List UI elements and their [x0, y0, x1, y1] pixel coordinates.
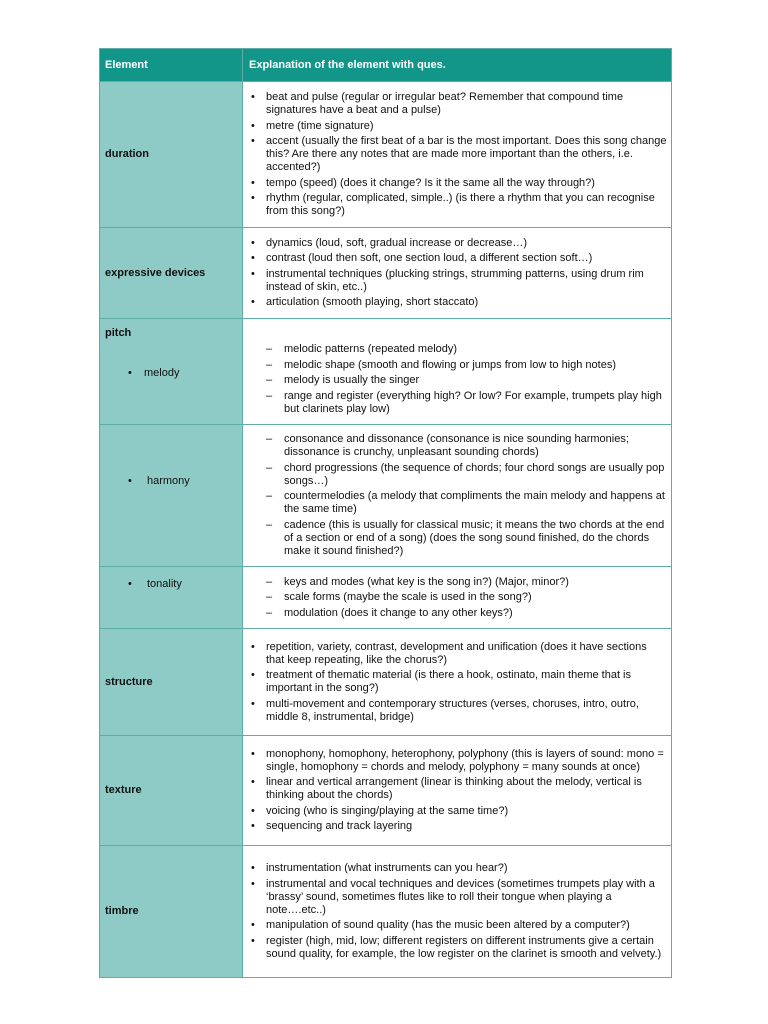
explanation-list: [244, 343, 667, 416]
pitch-label-group: [100, 319, 242, 424]
row-label-duration: duration: [100, 82, 243, 228]
explanation-list: [244, 576, 667, 620]
table-row-timbre: [100, 846, 672, 978]
list-item: • manipulation of sound quality (has the music been altered by a computer?): [244, 919, 667, 932]
row-label-melody: • melody: [144, 367, 179, 380]
list-item: – range and register (everything high? Or low? For example, trumpets play high but clarinets play low): [244, 390, 667, 416]
row-label-tonality: • tonality: [147, 578, 182, 590]
list-item: • linear and vertical arrangement (linear is thinking about the melody, vertical is thinking about the chords): [244, 776, 667, 802]
row-label-texture: texture: [100, 736, 243, 846]
row-label-expressive-devices: expressive devices: [100, 228, 243, 319]
group-label-pitch: pitch: [105, 327, 132, 339]
row-label-harmony-cell: [100, 425, 243, 567]
explanation-list: [244, 433, 667, 558]
list-item: • dynamics (loud, soft, gradual increase or decrease…): [244, 237, 667, 250]
list-item: – scale forms (maybe the scale is used in the song?): [244, 591, 667, 604]
row-label-harmony: • harmony: [147, 475, 190, 487]
row-explanation-duration: [243, 82, 672, 228]
table-row-texture: [100, 736, 672, 846]
row-explanation-timbre: [243, 846, 672, 978]
list-item: • voicing (who is singing/playing at the same time?): [244, 805, 667, 818]
table-row-melody: [100, 319, 672, 425]
explanation-list: [244, 641, 667, 724]
list-item: – melody is usually the singer: [244, 374, 667, 387]
list-item: • metre (time signature): [244, 120, 667, 133]
explanation-list: [244, 237, 667, 310]
list-item: • articulation (smooth playing, short staccato): [244, 296, 667, 309]
explanation-list: [244, 91, 667, 218]
explanation-list: [244, 748, 667, 834]
list-item: • rhythm (regular, complicated, simple..) (is there a rhythm that you can recognise from this song?): [244, 192, 667, 218]
table-row-harmony: [100, 425, 672, 567]
row-label-pitch-melody: [100, 319, 243, 425]
list-item: • accent (usually the first beat of a bar is the most important. Does this song change this? Are there any notes that are made more important than the others, i.e. accented?): [244, 135, 667, 174]
row-explanation-harmony: [243, 425, 672, 567]
explanation-list: [244, 862, 667, 961]
list-item: • monophony, homophony, heterophony, polyphony (this is layers of sound: mono = single, homophony = chords and melody, polyphony = many sounds at once): [244, 748, 667, 774]
list-item: – melodic shape (smooth and flowing or jumps from low to high notes): [244, 359, 667, 372]
row-label-tonality-cell: [100, 567, 243, 629]
table-row-tonality: [100, 567, 672, 629]
header-row: [100, 49, 672, 82]
row-explanation-structure: [243, 629, 672, 736]
table-row-structure: [100, 629, 672, 736]
list-item: • treatment of thematic material (is there a hook, ostinato, main theme that is important in the song?): [244, 669, 667, 695]
list-item: • multi-movement and contemporary structures (verses, choruses, intro, outro, middle 8, instrumental, bridge): [244, 698, 667, 724]
list-item: • tempo (speed) (does it change? Is it the same all the way through?): [244, 177, 667, 190]
header-explanation: Explanation of the element with ques.: [243, 49, 672, 82]
row-explanation-expressive-devices: [243, 228, 672, 319]
list-item: – modulation (does it change to any other keys?): [244, 607, 667, 620]
list-item: • repetition, variety, contrast, development and unification (does it have sections that keep repeating, like the chorus?): [244, 641, 667, 667]
list-item: – countermelodies (a melody that compliments the main melody and happens at the same time): [244, 490, 667, 516]
list-item: – cadence (this is usually for classical music; it means the two chords at the end of a section or end of a song) (does the song sound finished, do the chords make it sound finished?): [244, 519, 667, 558]
table-row-duration: [100, 82, 672, 228]
row-explanation-texture: [243, 736, 672, 846]
header-element: Element: [100, 49, 243, 82]
row-label-structure: structure: [100, 629, 243, 736]
list-item: • sequencing and track layering: [244, 820, 667, 833]
row-explanation-tonality: [243, 567, 672, 629]
list-item: • instrumental techniques (plucking strings, strumming patterns, using drum rim instead of skin, etc..): [244, 268, 667, 294]
music-elements-table: [99, 48, 672, 978]
list-item: – melodic patterns (repeated melody): [244, 343, 667, 356]
table-row-expressive-devices: [100, 228, 672, 319]
list-item: • contrast (loud then soft, one section loud, a different section soft…): [244, 252, 667, 265]
list-item: • beat and pulse (regular or irregular beat? Remember that compound time signatures have a beat and a pulse): [244, 91, 667, 117]
list-item: – consonance and dissonance (consonance is nice sounding harmonies; dissonance is crunchy, unpleasant sounding chords): [244, 433, 667, 459]
list-item: • register (high, mid, low; different registers on different instruments give a certain sound quality, for example, the low register on the clarinet is smooth and velvety.): [244, 935, 667, 961]
row-explanation-melody: [243, 319, 672, 425]
list-item: – keys and modes (what key is the song in?) (Major, minor?): [244, 576, 667, 589]
list-item: • instrumental and vocal techniques and devices (sometimes trumpets play with a ‘brassy’ sound, sometimes flutes like to roll their tongue when playing a note….etc..): [244, 878, 667, 917]
row-label-timbre: timbre: [100, 846, 243, 978]
list-item: – chord progressions (the sequence of chords; four chord songs are usually pop songs…): [244, 462, 667, 488]
list-item: • instrumentation (what instruments can you hear?): [244, 862, 667, 875]
